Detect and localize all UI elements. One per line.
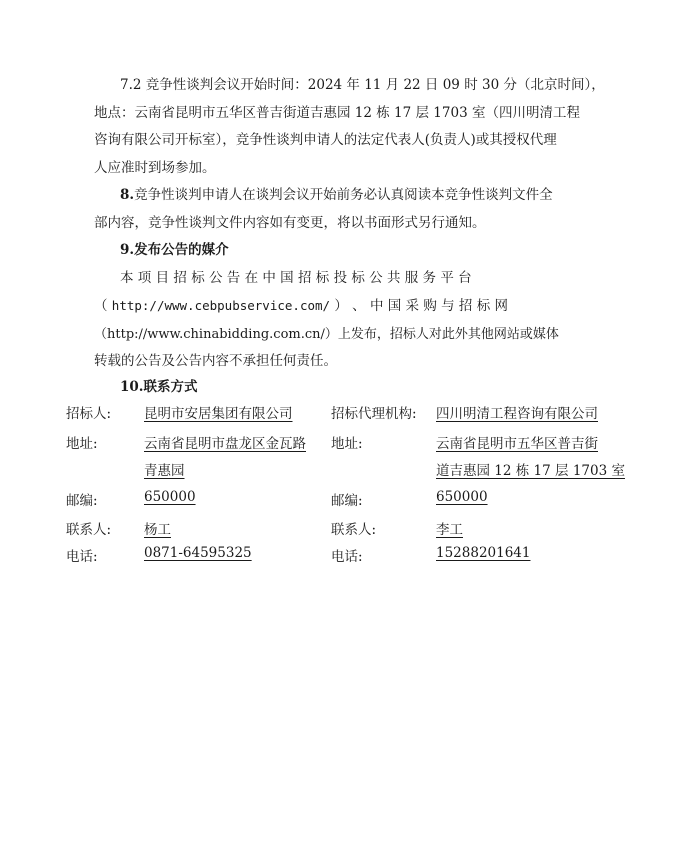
section-7-2-paragraph [94,72,605,182]
section-9-line-3: （http://www.chinabidding.com.cn/）上发布，招标人对此外其他网站或媒体 [94,326,559,342]
paragraph-line [94,182,588,210]
char: 平 [440,269,454,286]
paragraph-line: 部内容，竞争性谈判文件内容如有变更，将以书面形式另行通知。 [94,214,486,231]
char: ） [334,298,348,314]
char: 网 [494,298,509,314]
tenderer-address-line-2: 青惠园 [144,463,185,479]
tenderer-postcode-label: 邮编: [66,493,98,509]
contact-row-postcode [66,489,626,516]
contact-row-address [66,432,626,459]
section-9-heading: 9.发布公告的媒介 [120,242,229,258]
agency-address-line-2: 道吉惠园 12 栋 17 层 1703 室 [436,463,625,479]
char: 招 [458,298,473,314]
char: 中 [262,269,276,286]
paragraph-line: 地点：云南省昆明市五华区普吉街道吉惠园 12 栋 17 层 1703 室（四川明清工程 [94,104,580,121]
char: 服 [404,269,419,286]
agency-address-line-1: 云南省昆明市五华区普吉街 [436,436,598,452]
tenderer-contact-label: 联系人: [66,522,112,538]
section-9-line-1 [94,265,588,293]
char: 在 [244,269,259,286]
contact-row-person [66,518,626,545]
agency-contact-label: 联系人: [331,522,377,538]
char: 国 [387,298,402,314]
section-8-text: 竞争性谈判申请人在谈判会议开始前务必认真阅读本竞争性谈判文件全 [134,187,553,203]
section-9 [94,237,588,376]
url-text: http://www.cebpubservice.com/ [111,298,331,313]
char: 项 [137,269,152,286]
char: 标 [191,269,205,286]
paragraph-line: 7.2 竞争性谈判会议开始时间：2024 年 11 月 22 日 09 时 30 分（北京时间）， [120,77,605,93]
char: 标 [476,298,491,314]
char: 采 [405,298,420,314]
section-9-line-2 [94,292,588,321]
agency-phone-value: 15288201641 [436,545,531,561]
char: 台 [458,269,472,286]
agency-contact-value: 李工 [436,522,463,538]
agency-phone-label: 电话: [331,549,363,565]
contact-row-phone [66,545,626,572]
char: 告 [226,269,241,286]
char: 目 [155,269,170,286]
char: （ [94,298,108,314]
char: 招 [297,269,312,286]
tenderer-phone-label: 电话: [66,549,98,565]
section-8-paragraph [94,182,588,237]
char: 标 [315,269,330,286]
tenderer-value: 昆明市安居集团有限公司 [144,406,293,422]
agency-value: 四川明清工程咨询有限公司 [436,406,598,422]
agency-label: 招标代理机构: [331,406,417,422]
char: 务 [422,269,437,286]
tenderer-contact-value: 杨工 [144,522,171,538]
char: 投 [333,269,348,286]
char: 国 [280,269,294,286]
char: 标 [351,269,365,286]
char: 公 [369,269,383,286]
agency-address-label: 地址: [331,436,363,452]
section-10 [94,374,588,402]
contact-row-address-cont [66,459,626,486]
agency-postcode-label: 邮编: [331,493,363,509]
section-8-number: 8. [120,187,135,203]
char: 、 [352,298,366,314]
paragraph-line: 人应准时到场参加。 [94,159,216,176]
contact-row-organization [66,402,626,429]
char: 公 [208,269,223,286]
char: 中 [369,298,384,314]
tenderer-label: 招标人: [66,406,112,422]
tenderer-address-line-1: 云南省昆明市盘龙区金瓦路 [144,436,306,452]
tenderer-phone-value: 0871-64595325 [144,545,252,561]
agency-postcode-value: 650000 [436,489,488,505]
section-9-line-4: 转载的公告及公告内容不承担任何责任。 [94,353,337,369]
tenderer-address-label: 地址: [66,436,98,452]
section-10-heading: 10.联系方式 [120,379,198,395]
char: 购 [423,298,437,314]
char: 共 [386,269,401,286]
paragraph-line: 咨询有限公司开标室），竞争性谈判申请人的法定代表人(负责人)或其授权代理 [94,132,557,148]
char: 与 [441,298,455,314]
tenderer-postcode-value: 650000 [144,489,196,505]
char: 本 [120,269,134,286]
char: 招 [173,269,187,286]
